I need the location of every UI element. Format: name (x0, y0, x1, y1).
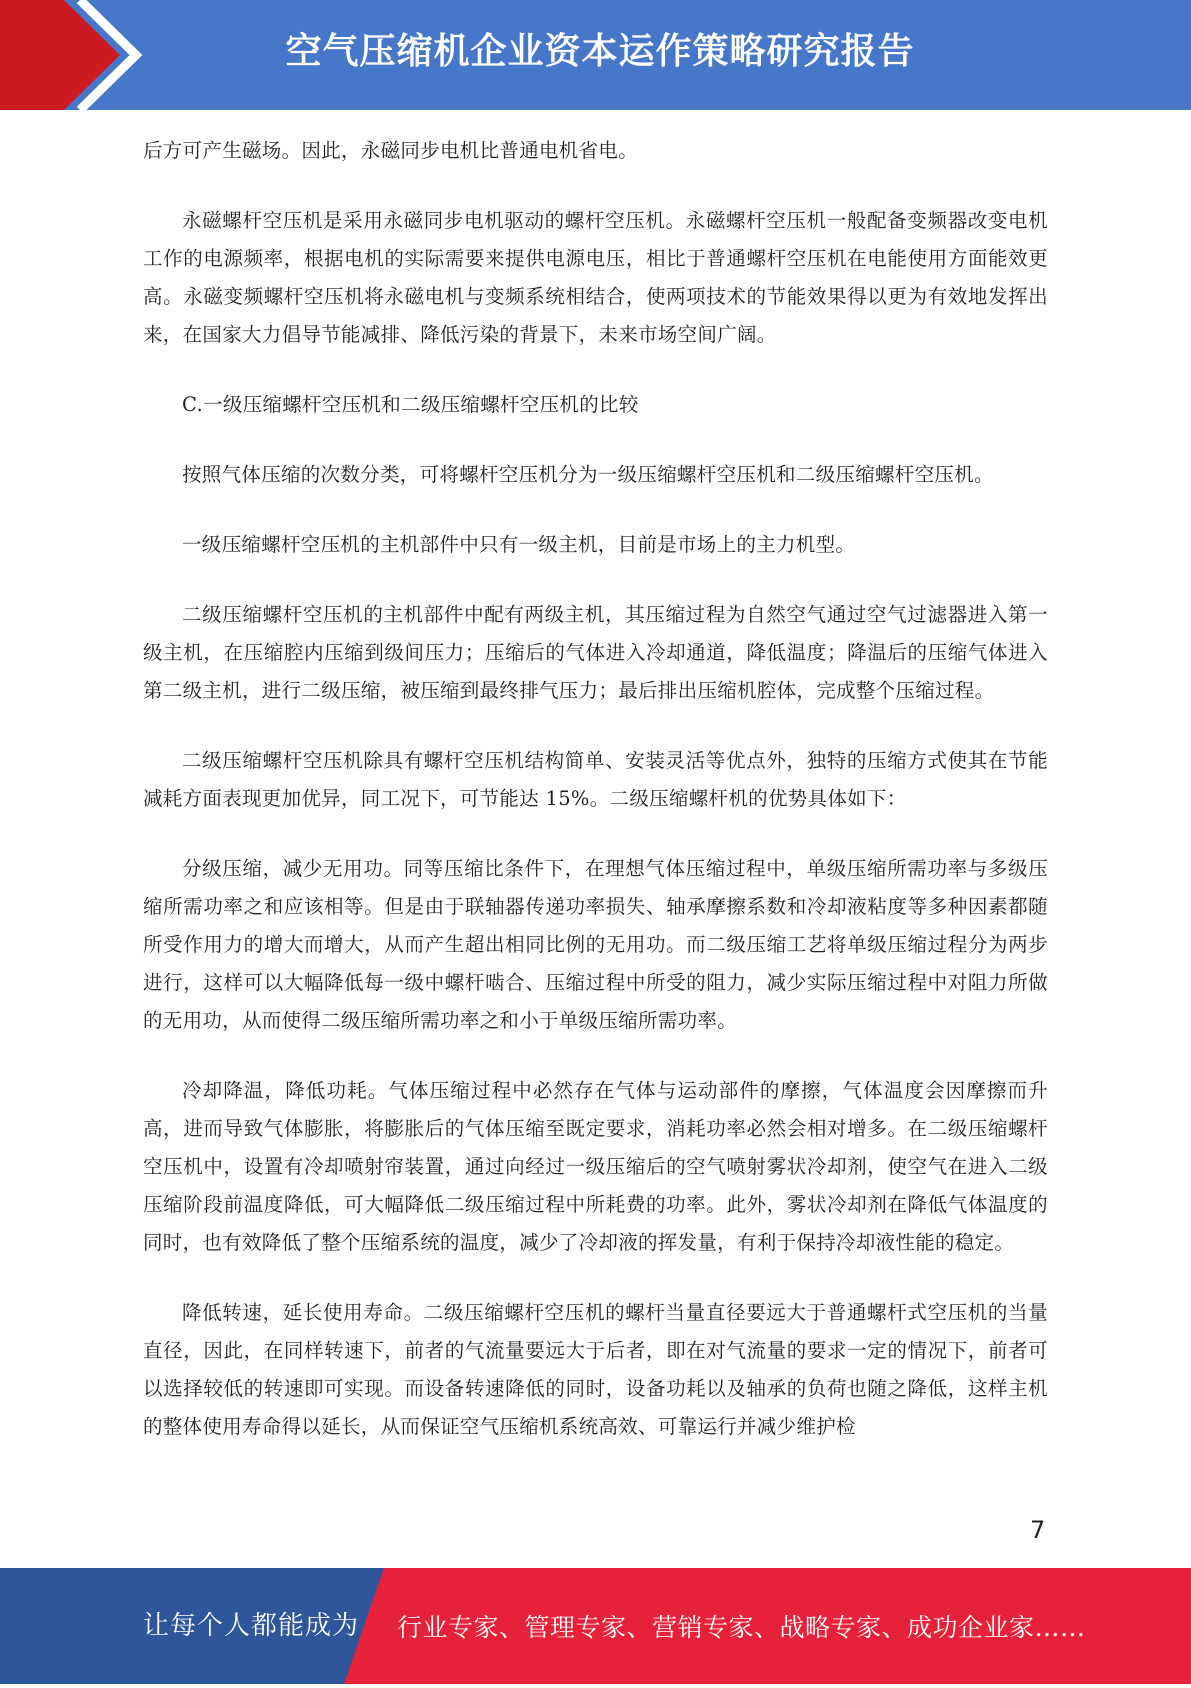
report-title: 空气压缩机企业资本运作策略研究报告 (285, 31, 915, 72)
page-header (0, 0, 1191, 110)
paragraph: 二级压缩螺杆空压机的主机部件中配有两级主机，其压缩过程为自然空气通过空气过滤器进入第一级主机，在压缩腔内压缩到级间压力；压缩后的气体进入冷却通道，降低温度；降温后的压缩气体进入第二级主机，进行二级压缩，被压缩到最终排气压力；最后排出压缩机腔体，完成整个压缩过程。 (143, 603, 1048, 702)
paragraph: 后方可产生磁场。因此，永磁同步电机比普通电机省电。 (143, 139, 639, 162)
paragraph: 降低转速，延长使用寿命。二级压缩螺杆空压机的螺杆当量直径要远大于普通螺杆式空压机的当量直径，因此，在同样转速下，前者的气流量要远大于后者，即在对气流量的要求一定的情况下，前者可以选择较低的转速即可实现。而设备转速降低的同时，设备功耗以及轴承的负荷也随之降低，这样主机的整体使用寿命得以延长，从而保证空气压缩机系统高效、可靠运行并减少维护检 (143, 1301, 1048, 1438)
section-heading: C.一级压缩螺杆空压机和二级压缩螺杆空压机的比较 (182, 393, 639, 416)
paragraph: 二级压缩螺杆空压机除具有螺杆空压机结构简单、安装灵活等优点外，独特的压缩方式使其在节能减耗方面表现更加优异，同工况下，可节能达 15%。二级压缩螺杆机的优势具体如下： (143, 749, 1048, 810)
paragraph: 分级压缩，减少无用功。同等压缩比条件下，在理想气体压缩过程中，单级压缩所需功率与多级压缩所需功率之和应该相等。但是由于联轴器传递功率损失、轴承摩擦系数和冷却液粘度等多种因素都随所受作用力的增大而增大，从而产生超出相同比例的无用功。而二级压缩工艺将单级压缩过程分为两步进行，这样可以大幅降低每一级中螺杆啮合、压缩过程中所受的阻力，减少实际压缩过程中对阻力所做的无用功，从而使得二级压缩所需功率之和小于单级压缩所需功率。 (143, 857, 1048, 1032)
header-red-arrow (0, 0, 152, 110)
paragraph: 一级压缩螺杆空压机的主机部件中只有一级主机，目前是市场上的主力机型。 (182, 533, 856, 556)
paragraph: 冷却降温，降低功耗。气体压缩过程中必然存在气体与运动部件的摩擦，气体温度会因摩擦而升高，进而导致气体膨胀，将膨胀后的气体压缩至既定要求，消耗功率必然会相对增多。在二级压缩螺杆空压机中，设置有冷却喷射帘装置，通过向经过一级压缩后的空气喷射雾状冷却剂，使空气在进入二级压缩阶段前温度降低，可大幅降低二级压缩过程中所耗费的功率。此外，雾状冷却剂在降低气体温度的同时，也有效降低了整个压缩系统的温度，减少了冷却液的挥发量，有利于保持冷却液性能的稳定。 (143, 1079, 1048, 1254)
page-footer (0, 1568, 1191, 1684)
paragraph: 永磁螺杆空压机是采用永磁同步电机驱动的螺杆空压机。永磁螺杆空压机一般配备变频器改变电机工作的电源频率，根据电机的实际需要来提供电源电压，相比于普通螺杆空压机在电能使用方面能效更高。永磁变频螺杆空压机将永磁电机与变频系统相结合，使两项技术的节能效果得以更为有效地发挥出来，在国家大力倡导节能减排、降低污染的背景下，未来市场空间广阔。 (143, 209, 1048, 346)
footer-slogan: 让每个人都能成为 (143, 1611, 360, 1641)
document-body (143, 132, 1048, 1478)
footer-expert-list: 行业专家、管理专家、营销专家、战略专家、成功企业家…… (397, 1613, 1086, 1642)
page-number: 7 (1030, 1516, 1046, 1544)
paragraph: 按照气体压缩的次数分类，可将螺杆空压机分为一级压缩螺杆空压机和二级压缩螺杆空压机。 (182, 463, 994, 486)
